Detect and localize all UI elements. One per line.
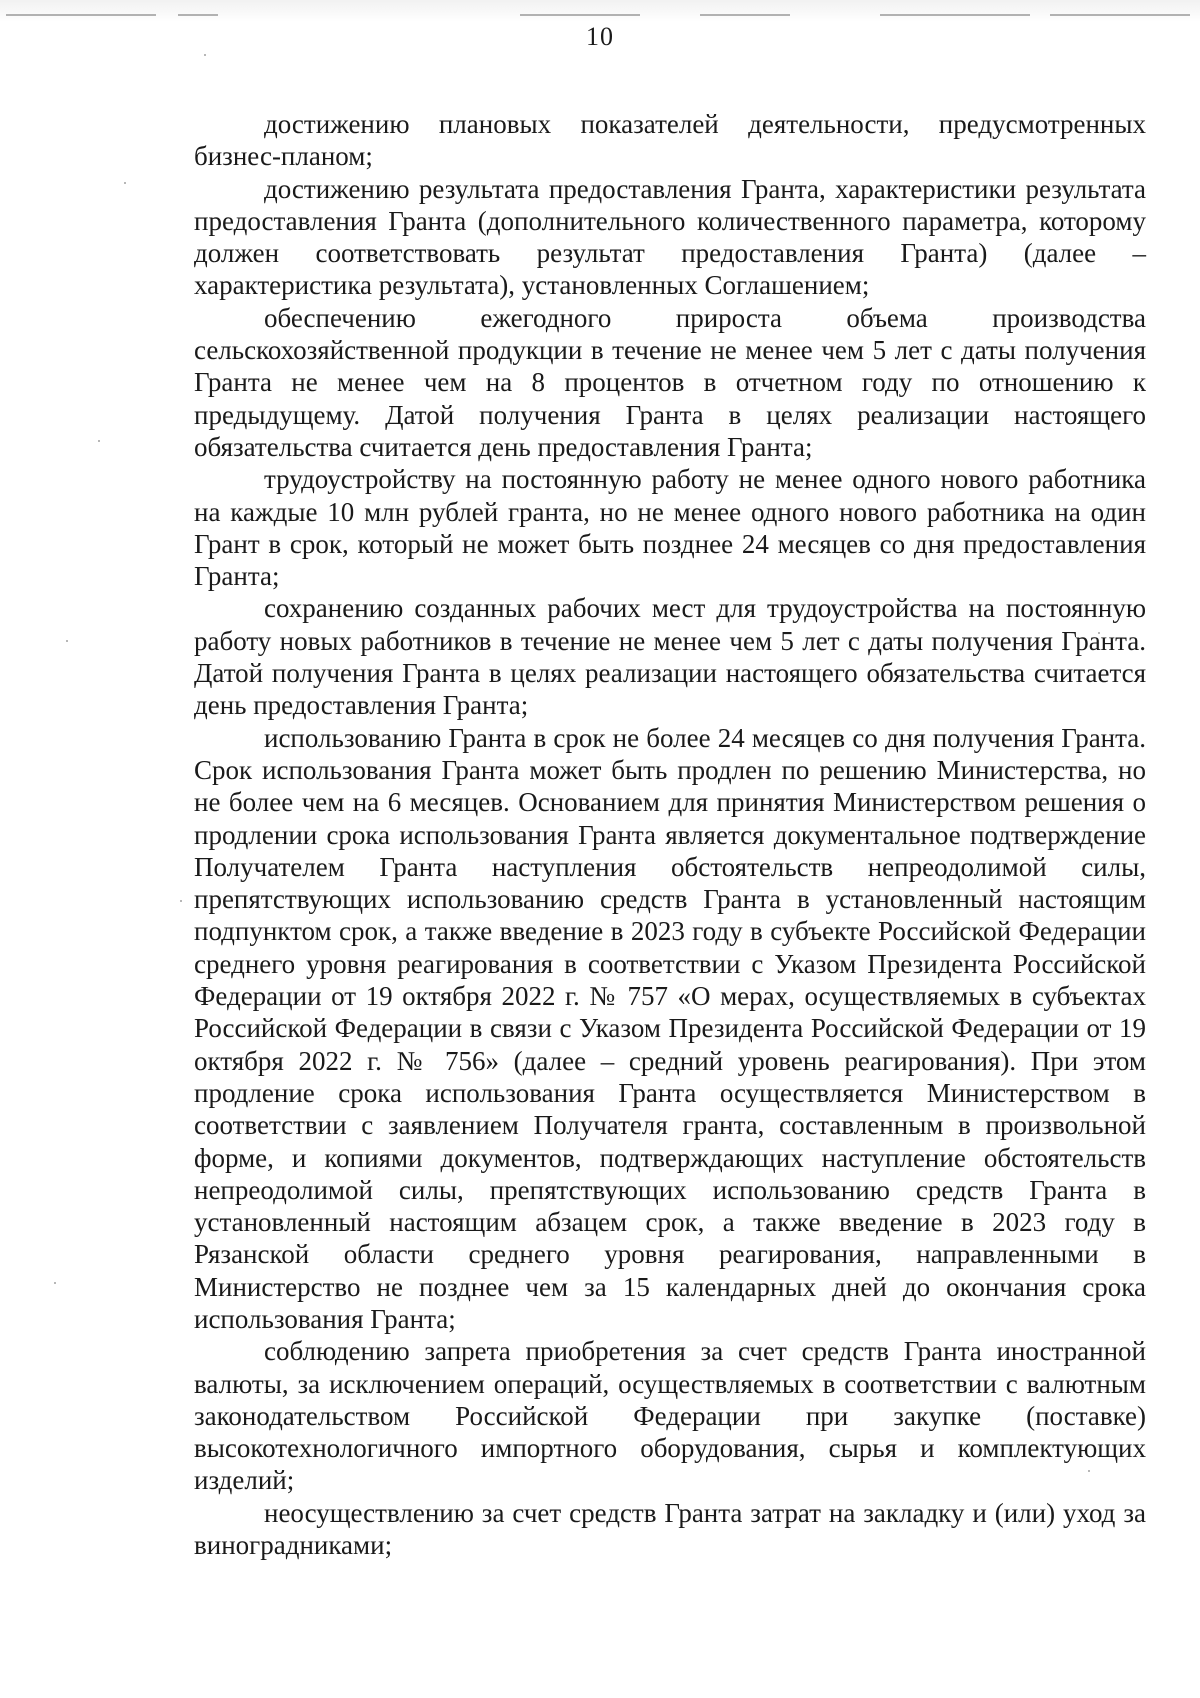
- scan-top-edge: [0, 0, 1200, 22]
- paragraph: соблюдению запрета приобретения за счет средств Гранта иностранной валюты, за исключением операций, осуществляемых в соответствии с валютным законодательством Российской Федерации при закупке (поставке) высокотехнологичного импортного оборудования, сырья и комплектующих изделий;: [194, 1336, 1146, 1496]
- scan-artifact-line: [880, 14, 1030, 16]
- scan-artifact-line: [700, 14, 790, 16]
- document-body: [194, 108, 1146, 1561]
- scan-artifact-line: [1050, 14, 1190, 16]
- scan-speck: [124, 182, 126, 184]
- scan-artifact-line: [6, 14, 156, 16]
- paragraph: сохранению созданных рабочих мест для трудоустройства на постоянную работу новых работников в течение не менее чем 5 лет с даты получения Гранта. Датой получения Гранта в целях реализации настоящего обязательства считается день предоставления Гранта;: [194, 593, 1146, 721]
- page-number: 10: [586, 22, 614, 51]
- scan-speck: [180, 900, 182, 902]
- paragraph: обеспечению ежегодного прироста объема производства сельскохозяйственной продукции в течение не менее чем 5 лет с даты получения Гранта не менее чем на 8 процентов в отчетном году по отношению к предыдущему. Датой получения Гранта в целях реализации настоящего обязательства считается день предоставления Гранта;: [194, 302, 1146, 462]
- paragraph: неосуществлению за счет средств Гранта затрат на закладку и (или) уход за виноградниками;: [194, 1497, 1146, 1561]
- scan-speck: [66, 640, 68, 642]
- scan-artifact-line: [520, 14, 640, 16]
- scan-artifact-line: [178, 14, 218, 16]
- paragraph: трудоустройству на постоянную работу не менее одного нового работника на каждые 10 млн рублей гранта, но не менее одного нового работника на один Грант в срок, который не может быть позднее 24 месяцев со дня предоставления Гранта;: [194, 464, 1146, 592]
- scan-speck: [98, 440, 100, 442]
- paragraph: использованию Гранта в срок не более 24 месяцев со дня получения Гранта. Срок использования Гранта может быть продлен по решению Министерства, но не более чем на 6 месяцев. Основанием для принятия Министерством решения о продлении срока использования Гранта является документальное подтверждение Получателем Гранта наступления обстоятельств непреодолимой силы, препятствующих использованию средств Гранта в установленный настоящим подпунктом срок, а также введение в 2023 году в субъекте Российской Федерации среднего уровня реагирования в соответствии с Указом Президента Российской Федерации от 19 октября 2022 г. № 757 «О мерах, осуществляемых в субъектах Российской Федерации в связи с Указом Президента Российской Федерации от 19 октября 2022 г. № 756» (далее – средний уровень реагирования). При этом продление срока использования Гранта осуществляется Министерством в соответствии с заявлением Получателя гранта, составленным в произвольной форме, и копиями документов, подтверждающих наступление обстоятельств непреодолимой силы, препятствующих использованию средств Гранта в установленный настоящим абзацем срок, а также введение в 2023 году в Рязанской области среднего уровня реагирования, направленными в Министерство не позднее чем за 15 календарных дней до окончания срока использования Гранта;: [194, 722, 1146, 1334]
- scan-speck: [204, 54, 206, 56]
- scan-speck: [54, 1282, 56, 1284]
- paragraph: достижению результата предоставления Гранта, характеристики результата предоставления Гранта (дополнительного количественного параметра, которому должен соответствовать результат предоставления Гранта) (далее – характеристика результата), установленных Соглашением;: [194, 173, 1146, 301]
- paragraph: достижению плановых показателей деятельности, предусмотренных бизнес-планом;: [194, 109, 1146, 172]
